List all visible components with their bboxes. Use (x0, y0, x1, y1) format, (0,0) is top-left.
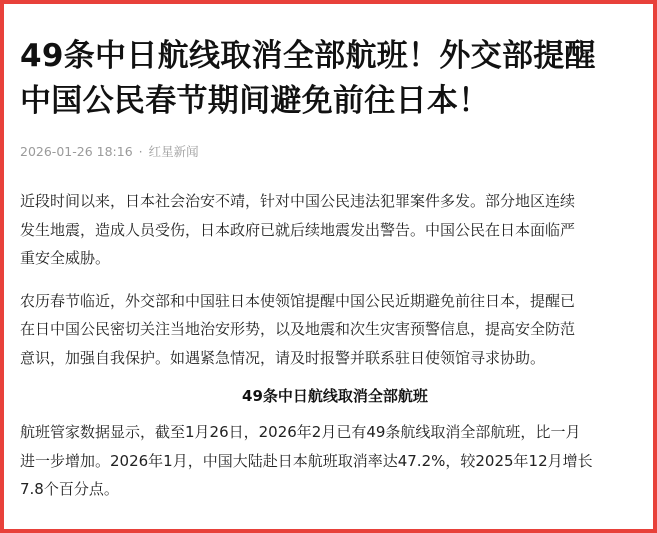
paragraph-line: 7.8个百分点。 (20, 480, 119, 498)
paragraph-line: 农历春节临近，外交部和中国驻日本使领馆提醒中国公民近期避免前往日本，提醒已 (20, 291, 576, 310)
paragraph-line: 进一步增加。2026年1月，中国大陆赴日本航班取消率达47.2%，较2025年12月增长 (20, 451, 593, 470)
headline-line: 中国公民春节期间避免前往日本！ (20, 83, 490, 119)
source-name: 红星新闻 (148, 144, 199, 159)
paragraph-line: 重安全威胁。 (20, 249, 111, 267)
headline-line: 49条中日航线取消全部航班！外交部提醒 (20, 38, 596, 74)
paragraph-1 (20, 187, 640, 273)
section-subheading: 49条中日航线取消全部航班 (242, 387, 428, 405)
article-meta (20, 144, 640, 160)
article-headline (20, 34, 640, 124)
paragraph-line: 在日中国公民密切关注当地治安形势，以及地震和次生灾害预警信息，提高安全防范 (20, 320, 576, 338)
publish-date: 2026-01-26 18:16 (20, 144, 133, 159)
paragraph-line: 意识，加强自我保护。如遇紧急情况，请及时报警并联系驻日使领馆寻求协助。 (20, 348, 546, 367)
paragraph-line: 近段时间以来，日本社会治安不靖，针对中国公民违法犯罪案件多发。部分地区连续 (20, 192, 576, 210)
meta-separator: · (138, 144, 143, 159)
article-content (20, 34, 640, 504)
paragraph-line: 发生地震，造成人员受伤，日本政府已就后续地震发出警告。中国公民在日本面临严 (20, 220, 576, 239)
paragraph-3 (20, 418, 640, 504)
paragraph-2 (20, 287, 640, 373)
paragraph-line: 航班管家数据显示，截至1月26日，2026年2月已有49条航线取消全部航班，比一月 (20, 423, 581, 441)
